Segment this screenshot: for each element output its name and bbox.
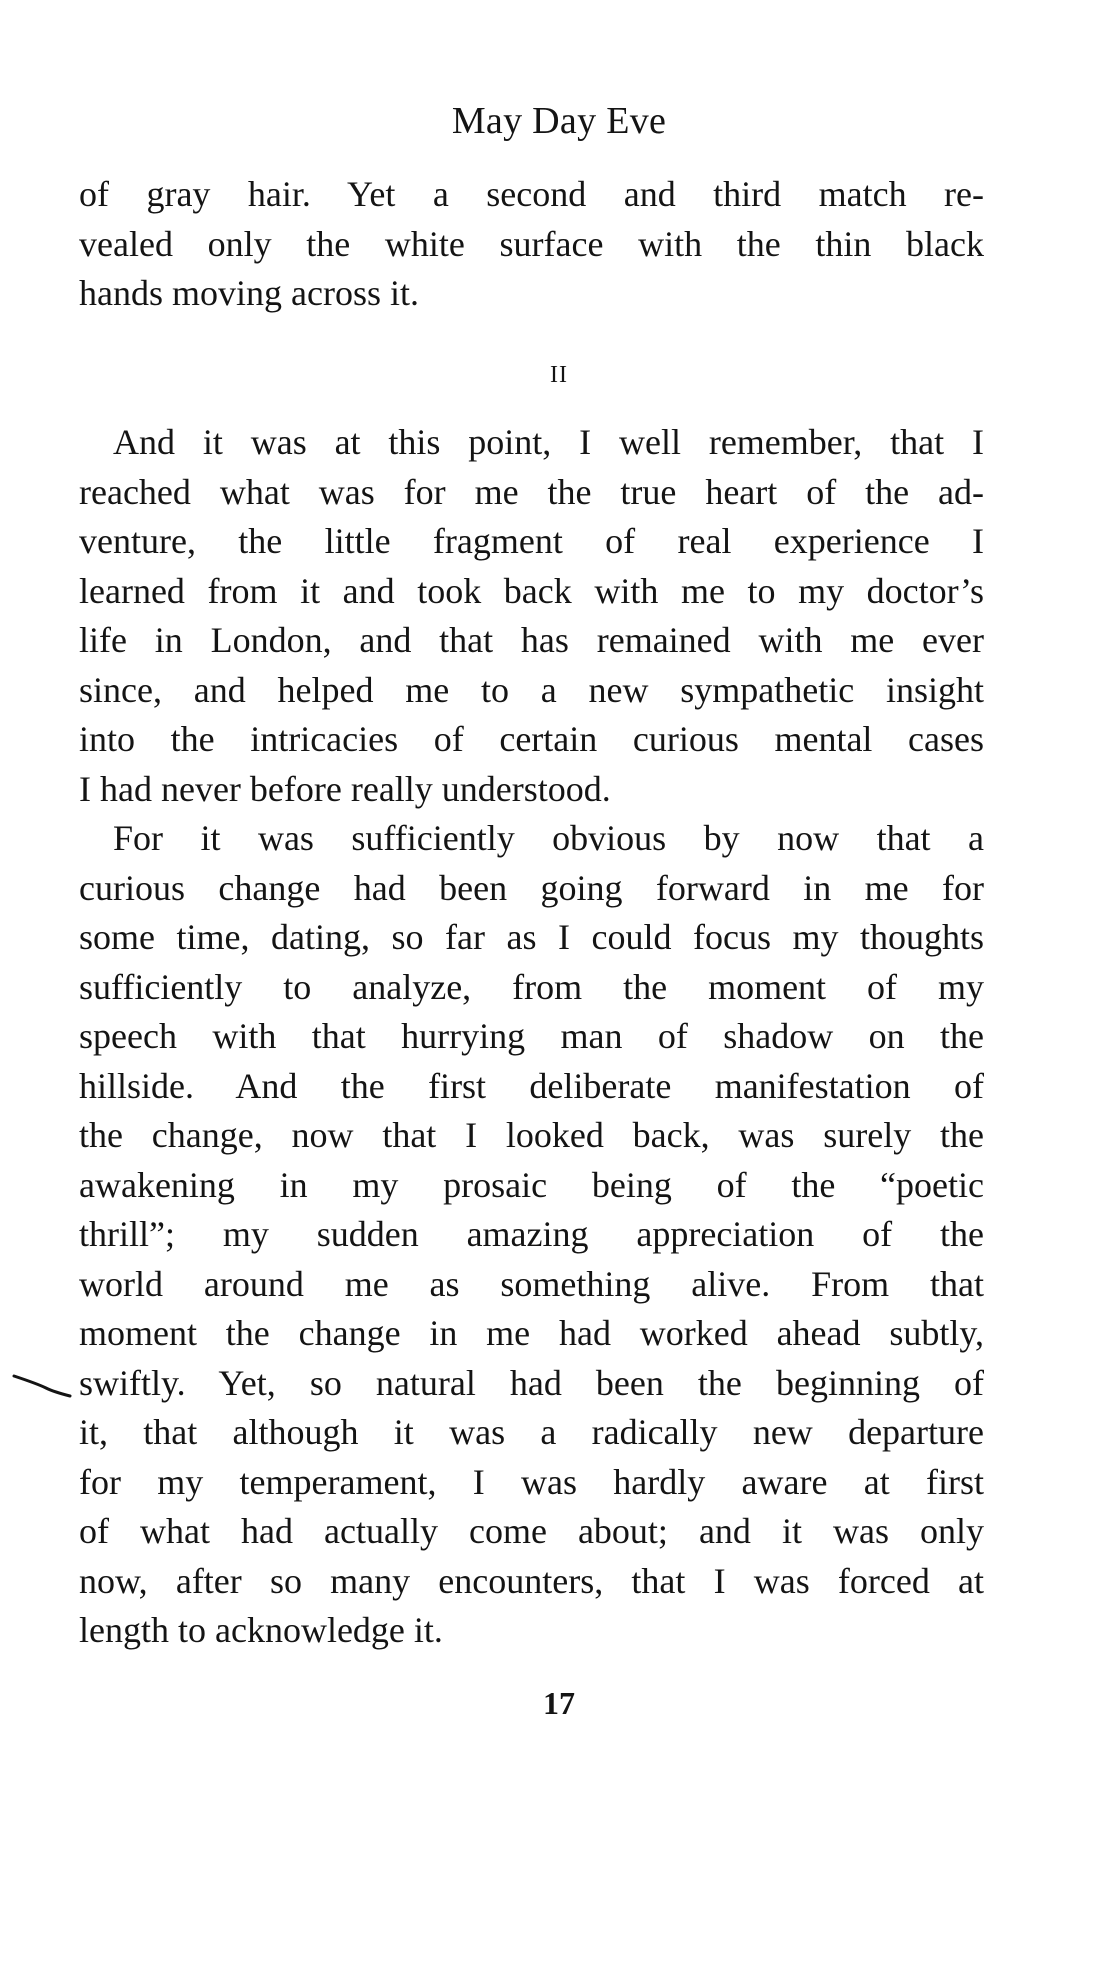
- text-line: moment the change in me had worked ahead subtly,: [79, 1313, 984, 1353]
- continued-paragraph: [79, 170, 984, 319]
- text-line: it, that although it was a radically new departure: [79, 1412, 984, 1452]
- text-line: for my temperament, I was hardly aware at first: [79, 1461, 984, 1502]
- text-line: speech with that hurrying man of shadow on the: [79, 1016, 984, 1056]
- section-number: II: [550, 362, 568, 388]
- text-line: For it was sufficiently obvious by now that a: [113, 818, 984, 858]
- text-line: some time, dating, so far as I could focus my thoughts: [79, 917, 984, 957]
- text-line: the change, now that I looked back, was surely the: [79, 1115, 984, 1155]
- text-line: curious change had been going forward in me for: [79, 867, 984, 908]
- text-line: thrill”; my sudden amazing appreciation of the: [79, 1214, 984, 1254]
- text-line: learned from it and took back with me to my doctor’s: [79, 570, 984, 611]
- text-line: swiftly. Yet, so natural had been the beginning of: [79, 1362, 984, 1403]
- running-head: May Day Eve: [451, 100, 667, 142]
- text-line: sufficiently to analyze, from the moment of my: [79, 966, 984, 1007]
- text-line: hands moving across it.: [79, 273, 419, 313]
- text-line: length to acknowledge it.: [79, 1610, 443, 1650]
- text-line: reached what was for me the true heart of the ad-: [79, 471, 984, 512]
- text-line: And it was at this point, I well remember, that I: [113, 422, 984, 462]
- body-text: [79, 418, 984, 1656]
- page-number: 17: [543, 1685, 575, 1721]
- text-line: vealed only the white surface with the thin black: [79, 223, 984, 264]
- text-line: hillside. And the first deliberate manifestation of: [79, 1065, 984, 1106]
- pencil-margin-mark-icon: [12, 1372, 72, 1402]
- text-line: I had never before really understood.: [79, 768, 611, 809]
- text-line: awakening in my prosaic being of the “poetic: [79, 1164, 984, 1205]
- text-line: of gray hair. Yet a second and third match re-: [79, 174, 984, 214]
- text-line: of what had actually come about; and it was only: [79, 1511, 984, 1551]
- text-line: world around me as something alive. From that: [79, 1263, 984, 1304]
- text-line: now, after so many encounters, that I was forced at: [79, 1560, 984, 1601]
- text-line: life in London, and that has remained with me ever: [79, 620, 984, 660]
- text-line: since, and helped me to a new sympathetic insight: [79, 669, 984, 710]
- text-line: into the intricacies of certain curious mental cases: [79, 719, 984, 759]
- text-line: venture, the little fragment of real experience I: [79, 521, 984, 561]
